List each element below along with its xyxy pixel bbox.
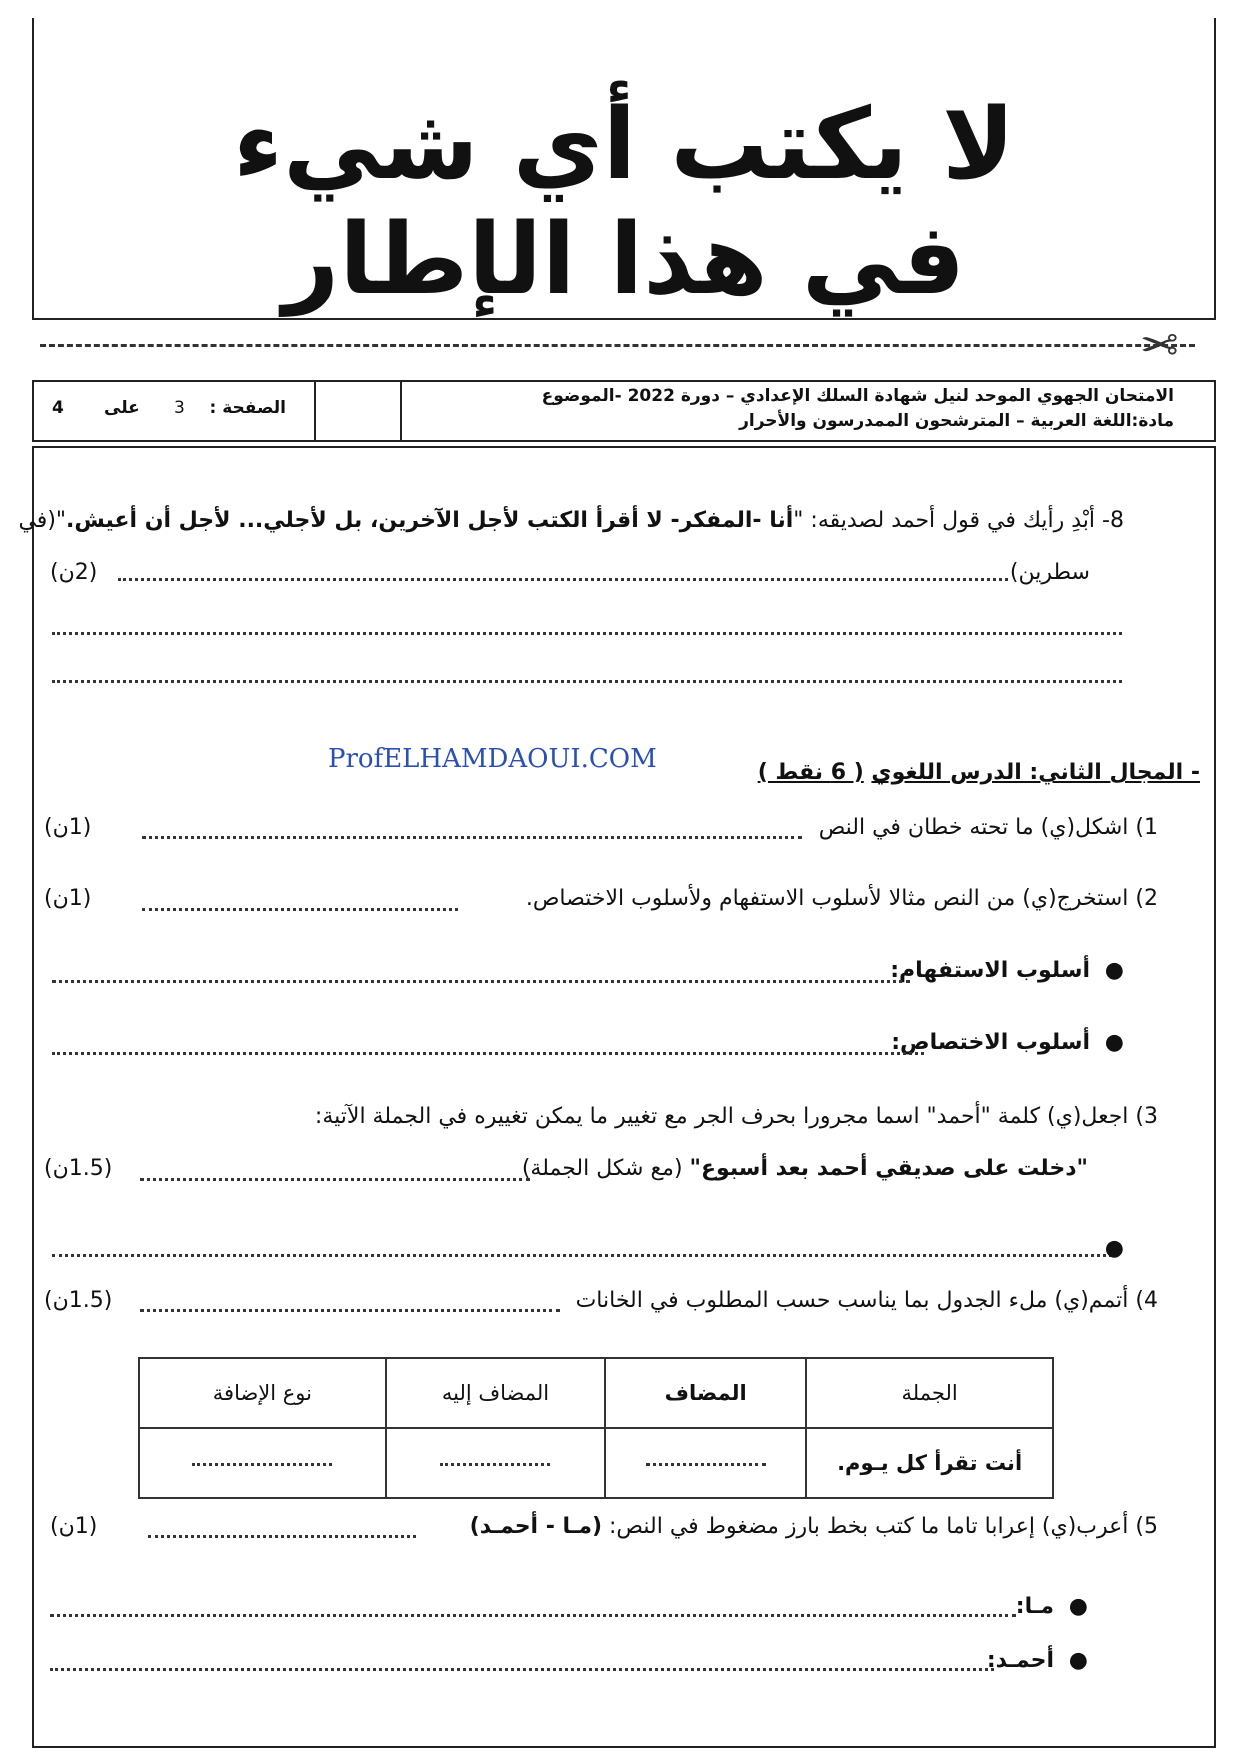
table-header: الجملة <box>806 1358 1053 1428</box>
answer-line[interactable] <box>52 1254 1112 1257</box>
banner-line-2: في هذا الإطار <box>282 203 966 317</box>
no-write-frame <box>32 18 1216 320</box>
q5-text <box>470 1514 1158 1539</box>
q2-label: استخرج(ي) من النص مثالا لأسلوب الاستفهام ولأسلوب الاختصاص. <box>525 886 1129 911</box>
idafa-table <box>138 1357 1054 1499</box>
q4-number: 4) <box>1135 1288 1158 1313</box>
q8-number: 8- <box>1102 508 1124 533</box>
q8-text: أبْدِ رأيك في قول أحمد لصديقه: " <box>793 508 1096 533</box>
answer-line[interactable] <box>118 578 1008 581</box>
q1-points: (1ن) <box>44 815 92 840</box>
section-2-points: ( 6 نقط ) <box>757 760 864 785</box>
answer-line[interactable] <box>142 908 458 911</box>
bullet: ● <box>1104 1236 1124 1261</box>
q5-item-2: أحمـد: <box>986 1648 1054 1673</box>
q2-number: 2) <box>1135 886 1158 911</box>
q3-label: اجعل(ي) كلمة "أحمد" اسما مجرورا بحرف الجر مع تغيير ما يمكن تغييره في الجملة الآتية: <box>314 1104 1129 1129</box>
table-header: المضاف <box>605 1358 806 1428</box>
page-total: 4 <box>52 398 64 418</box>
q5-item-1: مـا: <box>1015 1594 1054 1619</box>
q4-points: (1.5ن) <box>44 1288 113 1313</box>
answer-line[interactable] <box>140 1309 560 1312</box>
cut-line <box>40 344 1195 347</box>
q4-label: أتمم(ي) ملء الجدول بما يناسب حسب المطلوب في الخانات <box>575 1288 1129 1313</box>
table-cell-blank[interactable] <box>386 1428 605 1498</box>
answer-line[interactable] <box>52 632 1122 635</box>
table-header: نوع الإضافة <box>139 1358 386 1428</box>
q2-points: (1ن) <box>44 886 92 911</box>
q3-text <box>315 1104 1158 1129</box>
page-label: الصفحة : <box>209 398 286 418</box>
page-num: 3 <box>174 398 185 418</box>
q5-number: 5) <box>1135 1514 1158 1539</box>
table-cell-blank[interactable] <box>139 1428 386 1498</box>
exam-title-box <box>400 380 1216 442</box>
answer-line[interactable] <box>52 980 910 983</box>
bullet: ● <box>1104 958 1124 983</box>
q5-label: أعرب(ي) إعرابا تاما ما كتب بخط بارز مضغوط في النص: <box>609 1514 1129 1539</box>
answer-line[interactable] <box>148 1535 416 1538</box>
answer-line[interactable] <box>50 1614 1016 1617</box>
q4-text <box>576 1288 1158 1313</box>
q8-line2-label: سطرين) <box>1009 560 1090 585</box>
bullet: ● <box>1068 1594 1088 1619</box>
answer-line[interactable] <box>52 680 1122 683</box>
answer-line[interactable] <box>140 1178 530 1181</box>
q3-sentence: "دخلت على صديقي أحمد بعد أسبوع" <box>689 1156 1088 1181</box>
answer-line[interactable] <box>52 1052 924 1055</box>
table-header-row <box>139 1358 1053 1428</box>
q5-points: (1ن) <box>50 1514 98 1539</box>
q2-item-1: أسلوب الاستفهام: <box>890 958 1090 983</box>
bullet: ● <box>1068 1648 1088 1673</box>
scissors-icon: ✂ <box>1140 318 1179 372</box>
q8-line1 <box>18 508 1124 533</box>
section-2-label: - المجال الثاني: الدرس اللغوي <box>871 760 1200 785</box>
q1-text <box>819 815 1158 840</box>
q3-sentence-line <box>522 1156 1088 1181</box>
table-row <box>139 1428 1053 1498</box>
q3-points: (1.5ن) <box>44 1156 113 1181</box>
q8-quote: أنا -المفكر- لا أقرأ الكتب لأجل الآخرين، بل لأجلي... لأجل أن أعيش. <box>66 508 794 533</box>
q1-number: 1) <box>1135 815 1158 840</box>
section-2-title <box>758 760 1200 785</box>
answer-frame <box>32 446 1216 1748</box>
exam-title: الامتحان الجهوي الموحد لنيل شهادة السلك الإعدادي – دورة 2022 -الموضوع <box>541 386 1174 406</box>
q2-item-2: أسلوب الاختصاص: <box>891 1030 1090 1055</box>
answer-line[interactable] <box>50 1668 994 1671</box>
answer-line[interactable] <box>142 836 802 839</box>
page-number-box <box>32 380 316 442</box>
of-label: على <box>104 398 140 418</box>
q8-text-end: "(في <box>18 508 67 533</box>
q5-words: (مـا - أحمـد) <box>469 1514 603 1539</box>
watermark-link[interactable]: ProfELHAMDAOUI.COM <box>328 744 657 774</box>
table-cell-blank[interactable] <box>605 1428 806 1498</box>
bullet: ● <box>1104 1030 1124 1055</box>
table-header: المضاف إليه <box>386 1358 605 1428</box>
q8-points: (2ن) <box>50 560 98 585</box>
q1-label: اشكل(ي) ما تحته خطان في النص <box>818 815 1129 840</box>
q3-note: (مع شكل الجملة) <box>521 1156 683 1181</box>
banner-line-1: لا يكتب أي شيء <box>233 88 1015 202</box>
exam-subject: مادة:اللغة العربية – المترشحون الممدرسون والأحرار <box>739 411 1174 431</box>
header-blank-box <box>312 380 400 442</box>
q3-number: 3) <box>1135 1104 1158 1129</box>
q2-text <box>526 886 1158 911</box>
table-cell: أنت تقرأ كل يـوم. <box>806 1428 1053 1498</box>
